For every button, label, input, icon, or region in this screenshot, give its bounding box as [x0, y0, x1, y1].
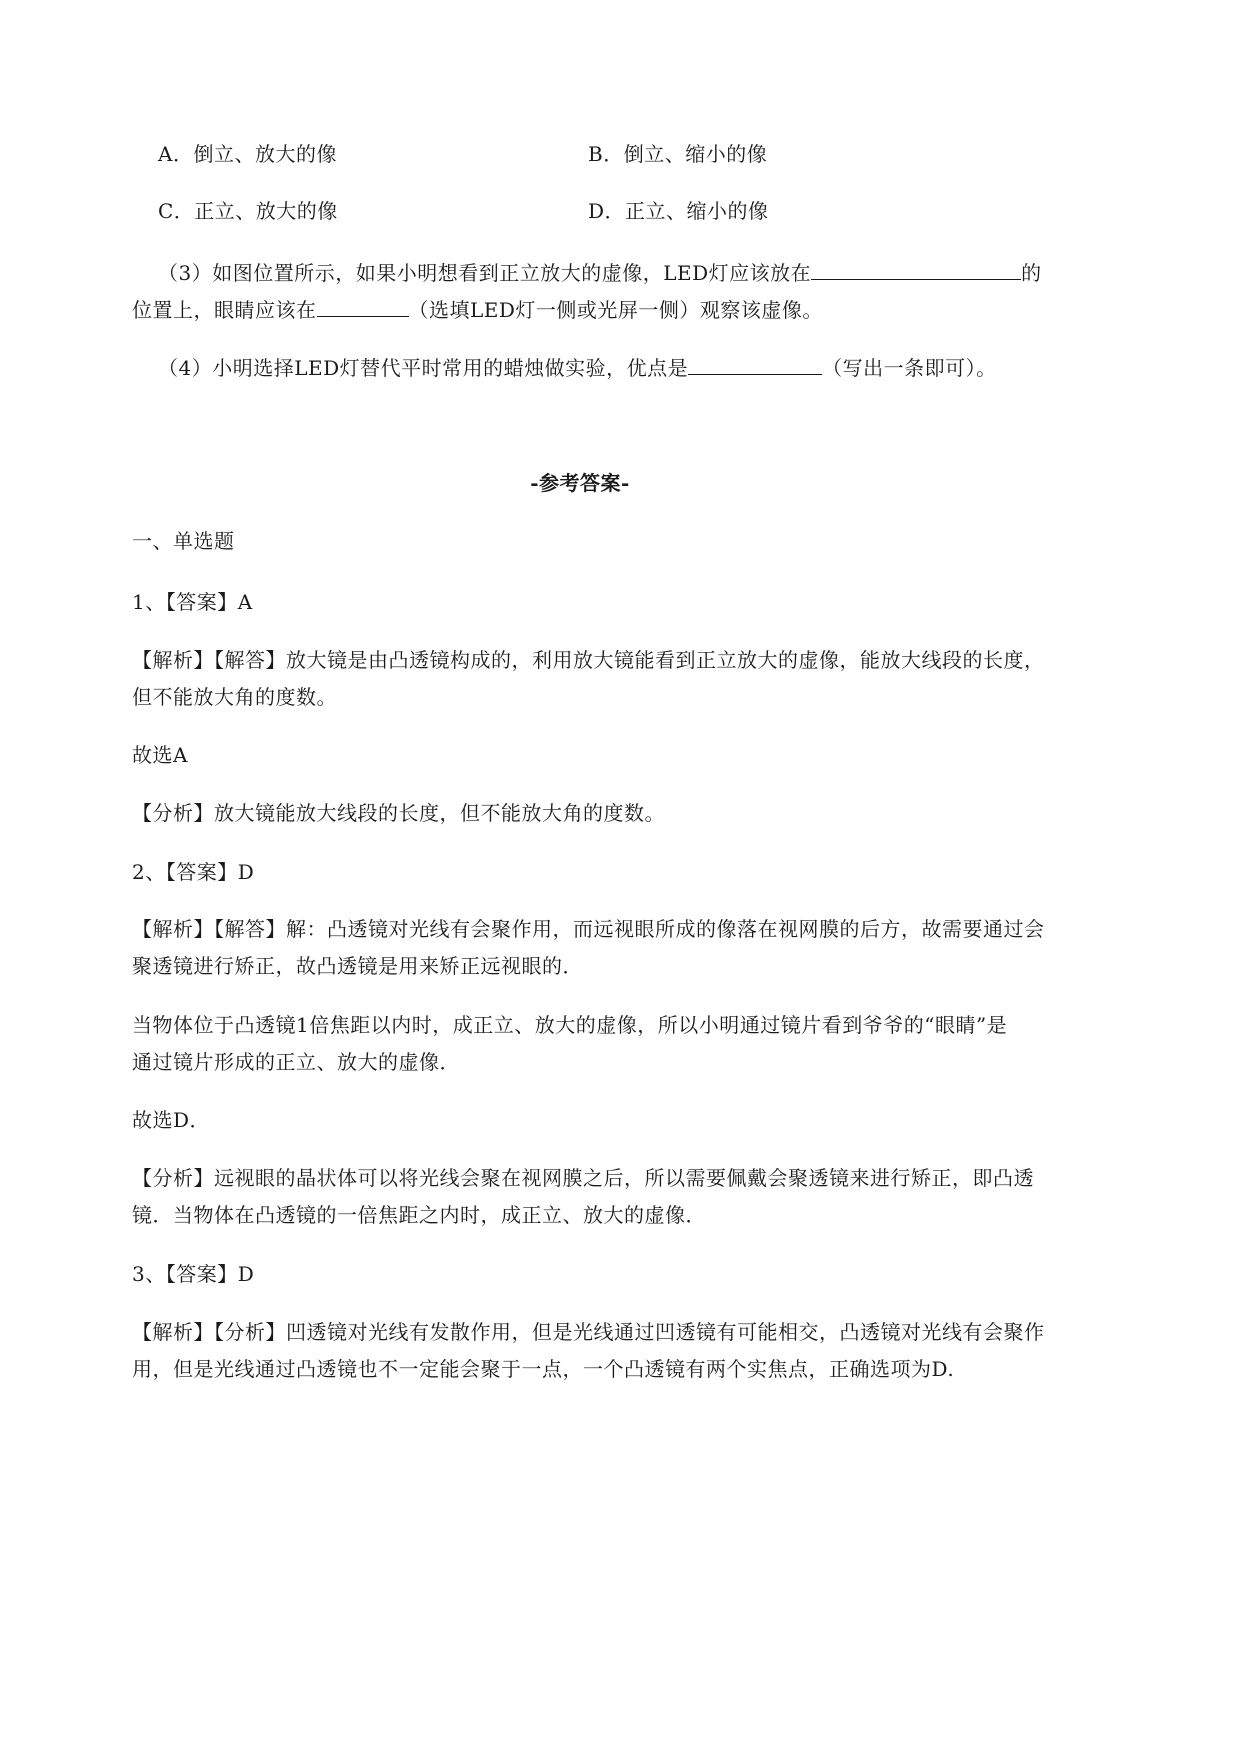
answer-2-analysis-line-4: 通过镜片形成的正立、放大的虚像． [132, 1050, 460, 1074]
answer-3-analysis-line-1: 【解析】【分析】凹透镜对光线有发散作用，但是光线通过凹透镜有可能相交，凸透镜对光线有会聚作 [132, 1320, 1045, 1344]
answer-2-analysis-line-1: 【解析】【解答】解：凸透镜对光线有会聚作用，而远视眼所成的像落在视网膜的后方，故需要通过会 [132, 917, 1045, 941]
answers-title: -参考答案- [530, 471, 630, 495]
answer-1-choice: 故选A [132, 743, 188, 767]
answer-blank-q3-position[interactable] [811, 257, 1021, 280]
question-3-text-c: 位置上，眼睛应该在 [132, 298, 317, 322]
option-a: A．倒立、放大的像 [158, 142, 337, 166]
answer-blank-q4[interactable] [688, 352, 822, 375]
question-3-text-a: （3）如图位置所示，如果小明想看到正立放大的虚像，LED灯应该放在 [158, 261, 812, 285]
question-4-text-a: （4）小明选择LED灯替代平时常用的蜡烛做实验，优点是 [158, 356, 689, 380]
question-3-text-d: （选填LED灯一侧或光屏一侧）观察该虚像。 [408, 298, 823, 322]
section-heading: 一、单选题 [132, 529, 235, 553]
answer-2-analysis-line-2: 聚透镜进行矫正，故凸透镜是用来矫正远视眼的． [132, 954, 583, 978]
answer-2-choice: 故选D． [132, 1108, 211, 1132]
answer-1-note: 【分析】放大镜能放大线段的长度，但不能放大角的度数。 [132, 801, 665, 825]
question-3-text-b: 的 [1021, 261, 1042, 285]
answer-2-analysis-line-3: 当物体位于凸透镜1倍焦距以内时，成正立、放大的虚像，所以小明通过镜片看到爷爷的“眼睛”是 [132, 1013, 1008, 1037]
question-3-line-2 [132, 294, 823, 324]
answer-1-analysis-line-2: 但不能放大角的度数。 [132, 685, 337, 709]
option-b: B．倒立、缩小的像 [588, 142, 768, 166]
answer-blank-q3-eye[interactable] [317, 294, 409, 317]
answer-3-analysis-line-2: 用，但是光线通过凸透镜也不一定能会聚于一点，一个凸透镜有两个实焦点，正确选项为D. [132, 1357, 955, 1381]
answer-2-label: 2、【答案】D [132, 860, 255, 884]
question-4-line [158, 352, 997, 382]
option-c: C．正立、放大的像 [158, 199, 338, 223]
answer-1-label: 1、【答案】A [132, 590, 253, 614]
answer-2-note-line-1: 【分析】远视眼的晶状体可以将光线会聚在视网膜之后，所以需要佩戴会聚透镜来进行矫正，即凸透 [132, 1166, 1034, 1190]
answer-2-note-line-2: 镜．当物体在凸透镜的一倍焦距之内时，成正立、放大的虚像． [132, 1203, 706, 1227]
answer-1-analysis-line-1: 【解析】【解答】放大镜是由凸透镜构成的，利用放大镜能看到正立放大的虚像，能放大线段的长度， [132, 648, 1045, 672]
answer-3-label: 3、【答案】D [132, 1262, 255, 1286]
option-d: D．正立、缩小的像 [588, 199, 769, 223]
question-4-text-b: （写出一条即可）。 [822, 356, 997, 380]
question-3-line-1 [158, 257, 1042, 287]
